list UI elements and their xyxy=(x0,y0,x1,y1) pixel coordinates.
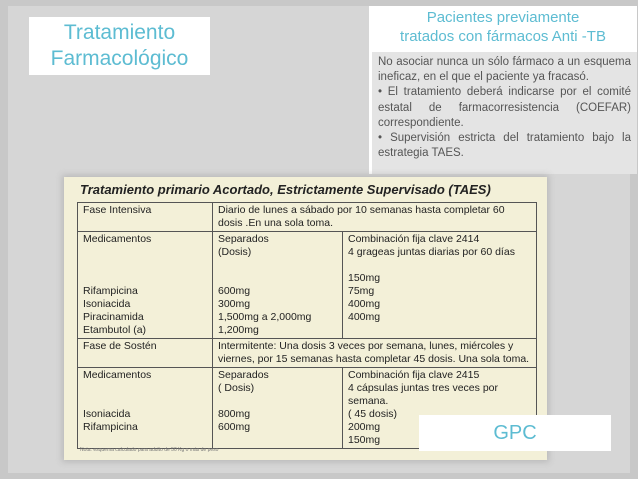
separate-dose: 600mg xyxy=(218,285,251,297)
drug-name: Isoniacida xyxy=(83,298,131,310)
table-row-intensive-meds xyxy=(78,232,537,339)
drug-name: Rifampicina xyxy=(83,285,138,297)
maintenance-label: Fase de Sostén xyxy=(78,339,213,368)
separate-dose: 1,200mg xyxy=(218,324,259,336)
table-row-intensive xyxy=(78,203,537,232)
maintenance-separate-cell xyxy=(213,368,343,449)
callout-body xyxy=(372,52,637,174)
callout-box xyxy=(369,6,637,174)
combo-dose: 75mg xyxy=(348,285,375,297)
separate-subheader: ( Dosis) xyxy=(218,382,255,394)
separate-header: Separados xyxy=(218,369,269,381)
separate-dose: 800mg xyxy=(218,408,251,420)
table-row-maintenance xyxy=(78,339,537,368)
intensive-description: Diario de lunes a sábado por 10 semanas hasta completar 60 dosis .En una sola toma. xyxy=(213,203,537,232)
intensive-drug-cell xyxy=(78,232,213,339)
table-footnote: Nota: esquema calculado para adulto de 50 Kg o más de peso xyxy=(80,447,219,453)
maintenance-drug-cell xyxy=(78,368,213,449)
callout-heading xyxy=(369,6,637,52)
combo-dose: 400mg xyxy=(348,311,381,323)
maintenance-description: Intermitente: Una dosis 3 veces por semana, lunes, miércoles y viernes, por 15 semanas hasta completar 45 dosis. Una sola toma. xyxy=(213,339,537,368)
combo-subheader: 4 grageas juntas diarias por 60 días xyxy=(348,246,515,258)
separate-dose: 300mg xyxy=(218,298,251,310)
separate-dose: 600mg xyxy=(218,421,251,433)
combo-subheader: 4 cápsulas juntas tres veces por semana. xyxy=(348,382,498,407)
meds-header: Medicamentos xyxy=(83,233,152,245)
intensive-separate-cell xyxy=(213,232,343,339)
callout-paragraph-1: No asociar nunca un sólo fármaco a un esquema ineficaz, en el que el paciente ya fracasó. xyxy=(378,56,631,84)
separate-header: Separados xyxy=(218,233,269,245)
title-line-2: Farmacológico xyxy=(50,47,189,70)
combo-dose: 150mg xyxy=(348,272,381,284)
separate-subheader: (Dosis) xyxy=(218,246,252,258)
taes-table xyxy=(77,202,537,449)
title-line-1: Tratamiento xyxy=(63,21,176,44)
table-title: Tratamiento primario Acortado, Estrictamente Supervisado (TAES) xyxy=(80,182,491,197)
intensive-label: Fase Intensiva xyxy=(78,203,213,232)
drug-name: Isoniacida xyxy=(83,408,131,420)
intensive-combo-cell xyxy=(343,232,537,339)
combo-header: Combinación fija clave 2415 xyxy=(348,369,480,381)
combo-header: Combinación fija clave 2414 xyxy=(348,233,480,245)
meds-header: Medicamentos xyxy=(83,369,152,381)
callout-heading-line-2: tratados con fármacos Anti -TB xyxy=(400,28,606,45)
callout-paragraph-3: • Supervisión estricta del tratamiento bajo la estrategia TAES. xyxy=(378,132,631,160)
combo-subheader: ( 45 dosis) xyxy=(348,408,398,420)
callout-heading-line-1: Pacientes previamente xyxy=(426,9,580,26)
callout-paragraph-2: • El tratamiento deberá indicarse por el comité estatal de farmacorresistencia (COEFAR) correspondiente. xyxy=(378,86,631,129)
separate-dose: 1,500mg a 2,000mg xyxy=(218,311,312,323)
gpc-label: GPC xyxy=(419,415,611,451)
drug-name: Piracinamida xyxy=(83,311,144,323)
combo-dose: 150mg xyxy=(348,434,381,446)
drug-name: Rifampicina xyxy=(83,421,138,433)
drug-name: Etambutol (a) xyxy=(83,324,147,336)
slide-title xyxy=(29,17,210,75)
combo-dose: 200mg xyxy=(348,421,381,433)
combo-dose: 400mg xyxy=(348,298,381,310)
